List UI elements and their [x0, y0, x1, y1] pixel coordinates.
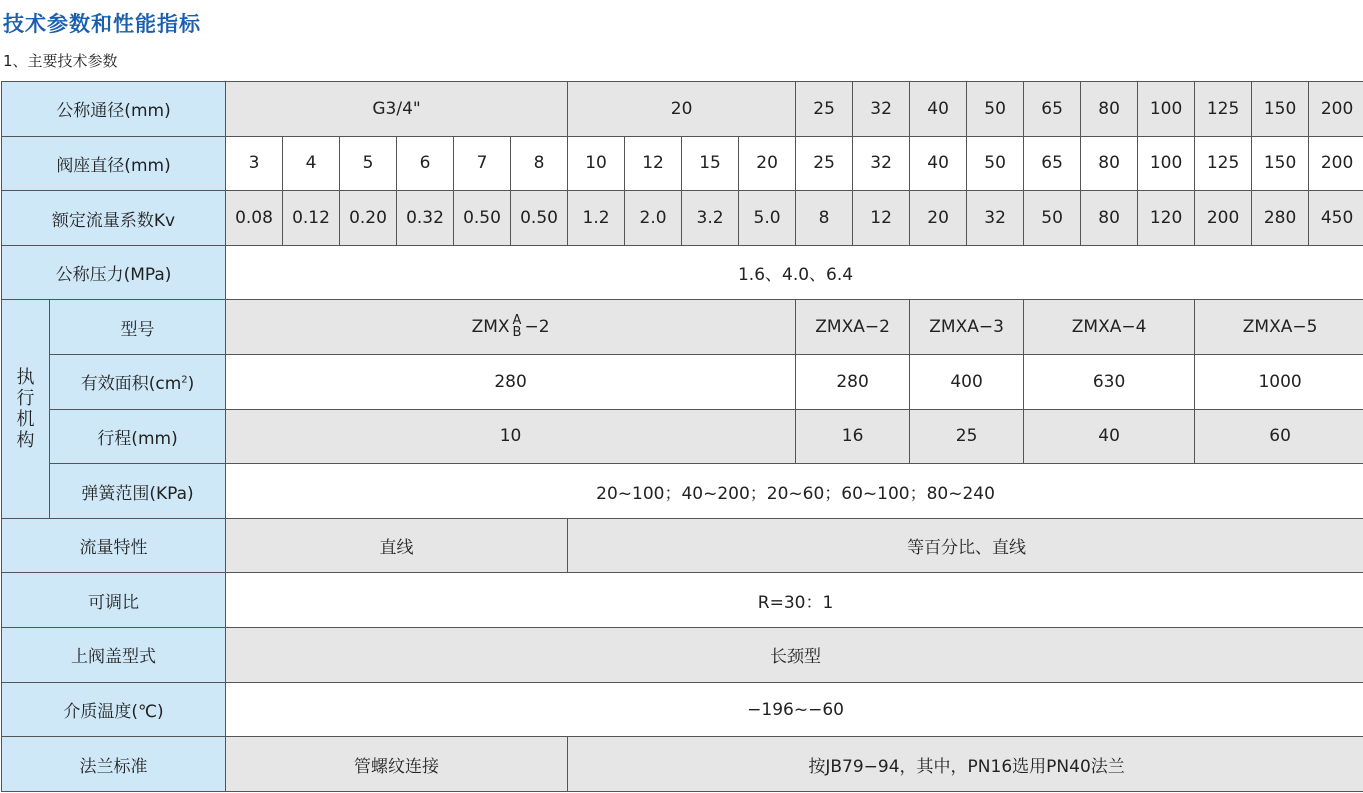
table-cell: 25: [910, 409, 1024, 464]
table-cell: 60: [1195, 409, 1363, 464]
table-cell: 12: [853, 191, 910, 246]
table-cell: 按JB79−94，其中，PN16选用PN40法兰: [568, 737, 1363, 792]
row-label: 流量特性: [2, 518, 226, 573]
table-cell: 32: [853, 82, 910, 137]
table-cell: 40: [910, 82, 967, 137]
table-cell: 80: [1081, 136, 1138, 191]
table-cell: 50: [967, 136, 1024, 191]
row-label: 型号: [50, 300, 226, 355]
row-label: 法兰标准: [2, 737, 226, 792]
table-cell: G3/4": [226, 82, 568, 137]
table-cell: 40: [1024, 409, 1195, 464]
table-cell: 10: [568, 136, 625, 191]
table-cell: 12: [625, 136, 682, 191]
table-cell: 50: [967, 82, 1024, 137]
table-cell: 280: [226, 355, 796, 410]
table-cell: 200: [1195, 191, 1252, 246]
table-row: [2, 464, 1363, 519]
table-cell: 200: [1309, 136, 1363, 191]
table-cell: 5.0: [739, 191, 796, 246]
table-row: [2, 300, 1363, 355]
row-label: 介质温度(℃): [2, 682, 226, 737]
model-formula-cell: [226, 300, 796, 355]
table-cell: 40: [910, 136, 967, 191]
table-cell: 16: [796, 409, 910, 464]
table-cell: 1000: [1195, 355, 1363, 410]
actuator-group-label: 执行机构: [2, 300, 50, 518]
table-cell: 630: [1024, 355, 1195, 410]
table-row: [2, 355, 1363, 410]
table-cell: 等百分比、直线: [568, 518, 1363, 573]
table-cell: 5: [340, 136, 397, 191]
row-label: 额定流量系数Kv: [2, 191, 226, 246]
table-cell: 280: [1252, 191, 1309, 246]
table-cell: 6: [397, 136, 454, 191]
table-row: [2, 518, 1363, 573]
table-cell: 直线: [226, 518, 568, 573]
table-cell: 65: [1024, 82, 1081, 137]
model-frac-bottom: B: [512, 325, 522, 341]
table-cell: 0.20: [340, 191, 397, 246]
table-row: [2, 136, 1363, 191]
table-cell: 80: [1081, 82, 1138, 137]
table-cell: ZMXA−2: [796, 300, 910, 355]
table-cell: ZMXA−4: [1024, 300, 1195, 355]
table-cell: 3.2: [682, 191, 739, 246]
table-cell: 100: [1138, 136, 1195, 191]
area-label-end: ): [187, 374, 195, 395]
table-cell: 2.0: [625, 191, 682, 246]
table-cell: 20~100；40~200；20~60；60~100；80~240: [226, 464, 1363, 519]
table-cell: 0.08: [226, 191, 283, 246]
table-row: [2, 245, 1363, 300]
table-cell: 150: [1252, 82, 1309, 137]
table-cell: 32: [967, 191, 1024, 246]
table-cell: 450: [1309, 191, 1363, 246]
table-cell: 1.6、4.0、6.4: [226, 245, 1363, 300]
row-label: 弹簧范围(KPa): [50, 464, 226, 519]
section-subheading: 1、主要技术参数: [3, 52, 118, 70]
row-label: 行程(mm): [50, 409, 226, 464]
table-cell: 0.50: [454, 191, 511, 246]
row-label: 可调比: [2, 573, 226, 628]
table-cell: 4: [283, 136, 340, 191]
table-cell: −196~−60: [226, 682, 1363, 737]
area-label-text: 有效面积(cm: [80, 374, 182, 395]
model-frac-top: A: [512, 313, 522, 329]
table-cell: R=30：1: [226, 573, 1363, 628]
area-label-sup: 2: [181, 374, 188, 386]
table-cell: 280: [796, 355, 910, 410]
table-cell: 100: [1138, 82, 1195, 137]
table-cell: 200: [1309, 82, 1363, 137]
table-cell: 1.2: [568, 191, 625, 246]
table-cell: 20: [739, 136, 796, 191]
table-row: [2, 737, 1363, 792]
table-cell: 0.32: [397, 191, 454, 246]
table-cell: 125: [1195, 136, 1252, 191]
table-row: [2, 682, 1363, 737]
table-cell: 125: [1195, 82, 1252, 137]
table-cell: 120: [1138, 191, 1195, 246]
model-prefix: ZMX: [471, 317, 510, 338]
table-cell: 10: [226, 409, 796, 464]
model-suffix: −2: [524, 317, 550, 338]
table-cell: 65: [1024, 136, 1081, 191]
model-fraction: [513, 315, 522, 339]
table-row: [2, 82, 1363, 137]
table-cell: 50: [1024, 191, 1081, 246]
table-cell: 20: [910, 191, 967, 246]
table-cell: 25: [796, 82, 853, 137]
table-cell: 8: [796, 191, 853, 246]
table-cell: 80: [1081, 191, 1138, 246]
table-cell: 8: [511, 136, 568, 191]
table-cell: 25: [796, 136, 853, 191]
table-cell: ZMXA−5: [1195, 300, 1363, 355]
table-cell: 0.50: [511, 191, 568, 246]
table-cell: 管螺纹连接: [226, 737, 568, 792]
table-cell: 150: [1252, 136, 1309, 191]
table-cell: 32: [853, 136, 910, 191]
table-cell: 20: [568, 82, 796, 137]
table-row: [2, 191, 1363, 246]
table-cell: 15: [682, 136, 739, 191]
table-row: [2, 628, 1363, 683]
row-label: 阀座直径(mm): [2, 136, 226, 191]
table-cell: 400: [910, 355, 1024, 410]
table-cell: 7: [454, 136, 511, 191]
table-cell: ZMXA−3: [910, 300, 1024, 355]
row-label: [50, 355, 226, 410]
row-label: 上阀盖型式: [2, 628, 226, 683]
table-cell: 长颈型: [226, 628, 1363, 683]
section-heading: 技术参数和性能指标: [3, 12, 201, 36]
row-label: 公称压力(MPa): [2, 245, 226, 300]
row-label: 公称通径(mm): [2, 82, 226, 137]
table-row: [2, 409, 1363, 464]
table-cell: 0.12: [283, 191, 340, 246]
spec-table: [1, 81, 1363, 792]
table-row: [2, 573, 1363, 628]
table-cell: 3: [226, 136, 283, 191]
